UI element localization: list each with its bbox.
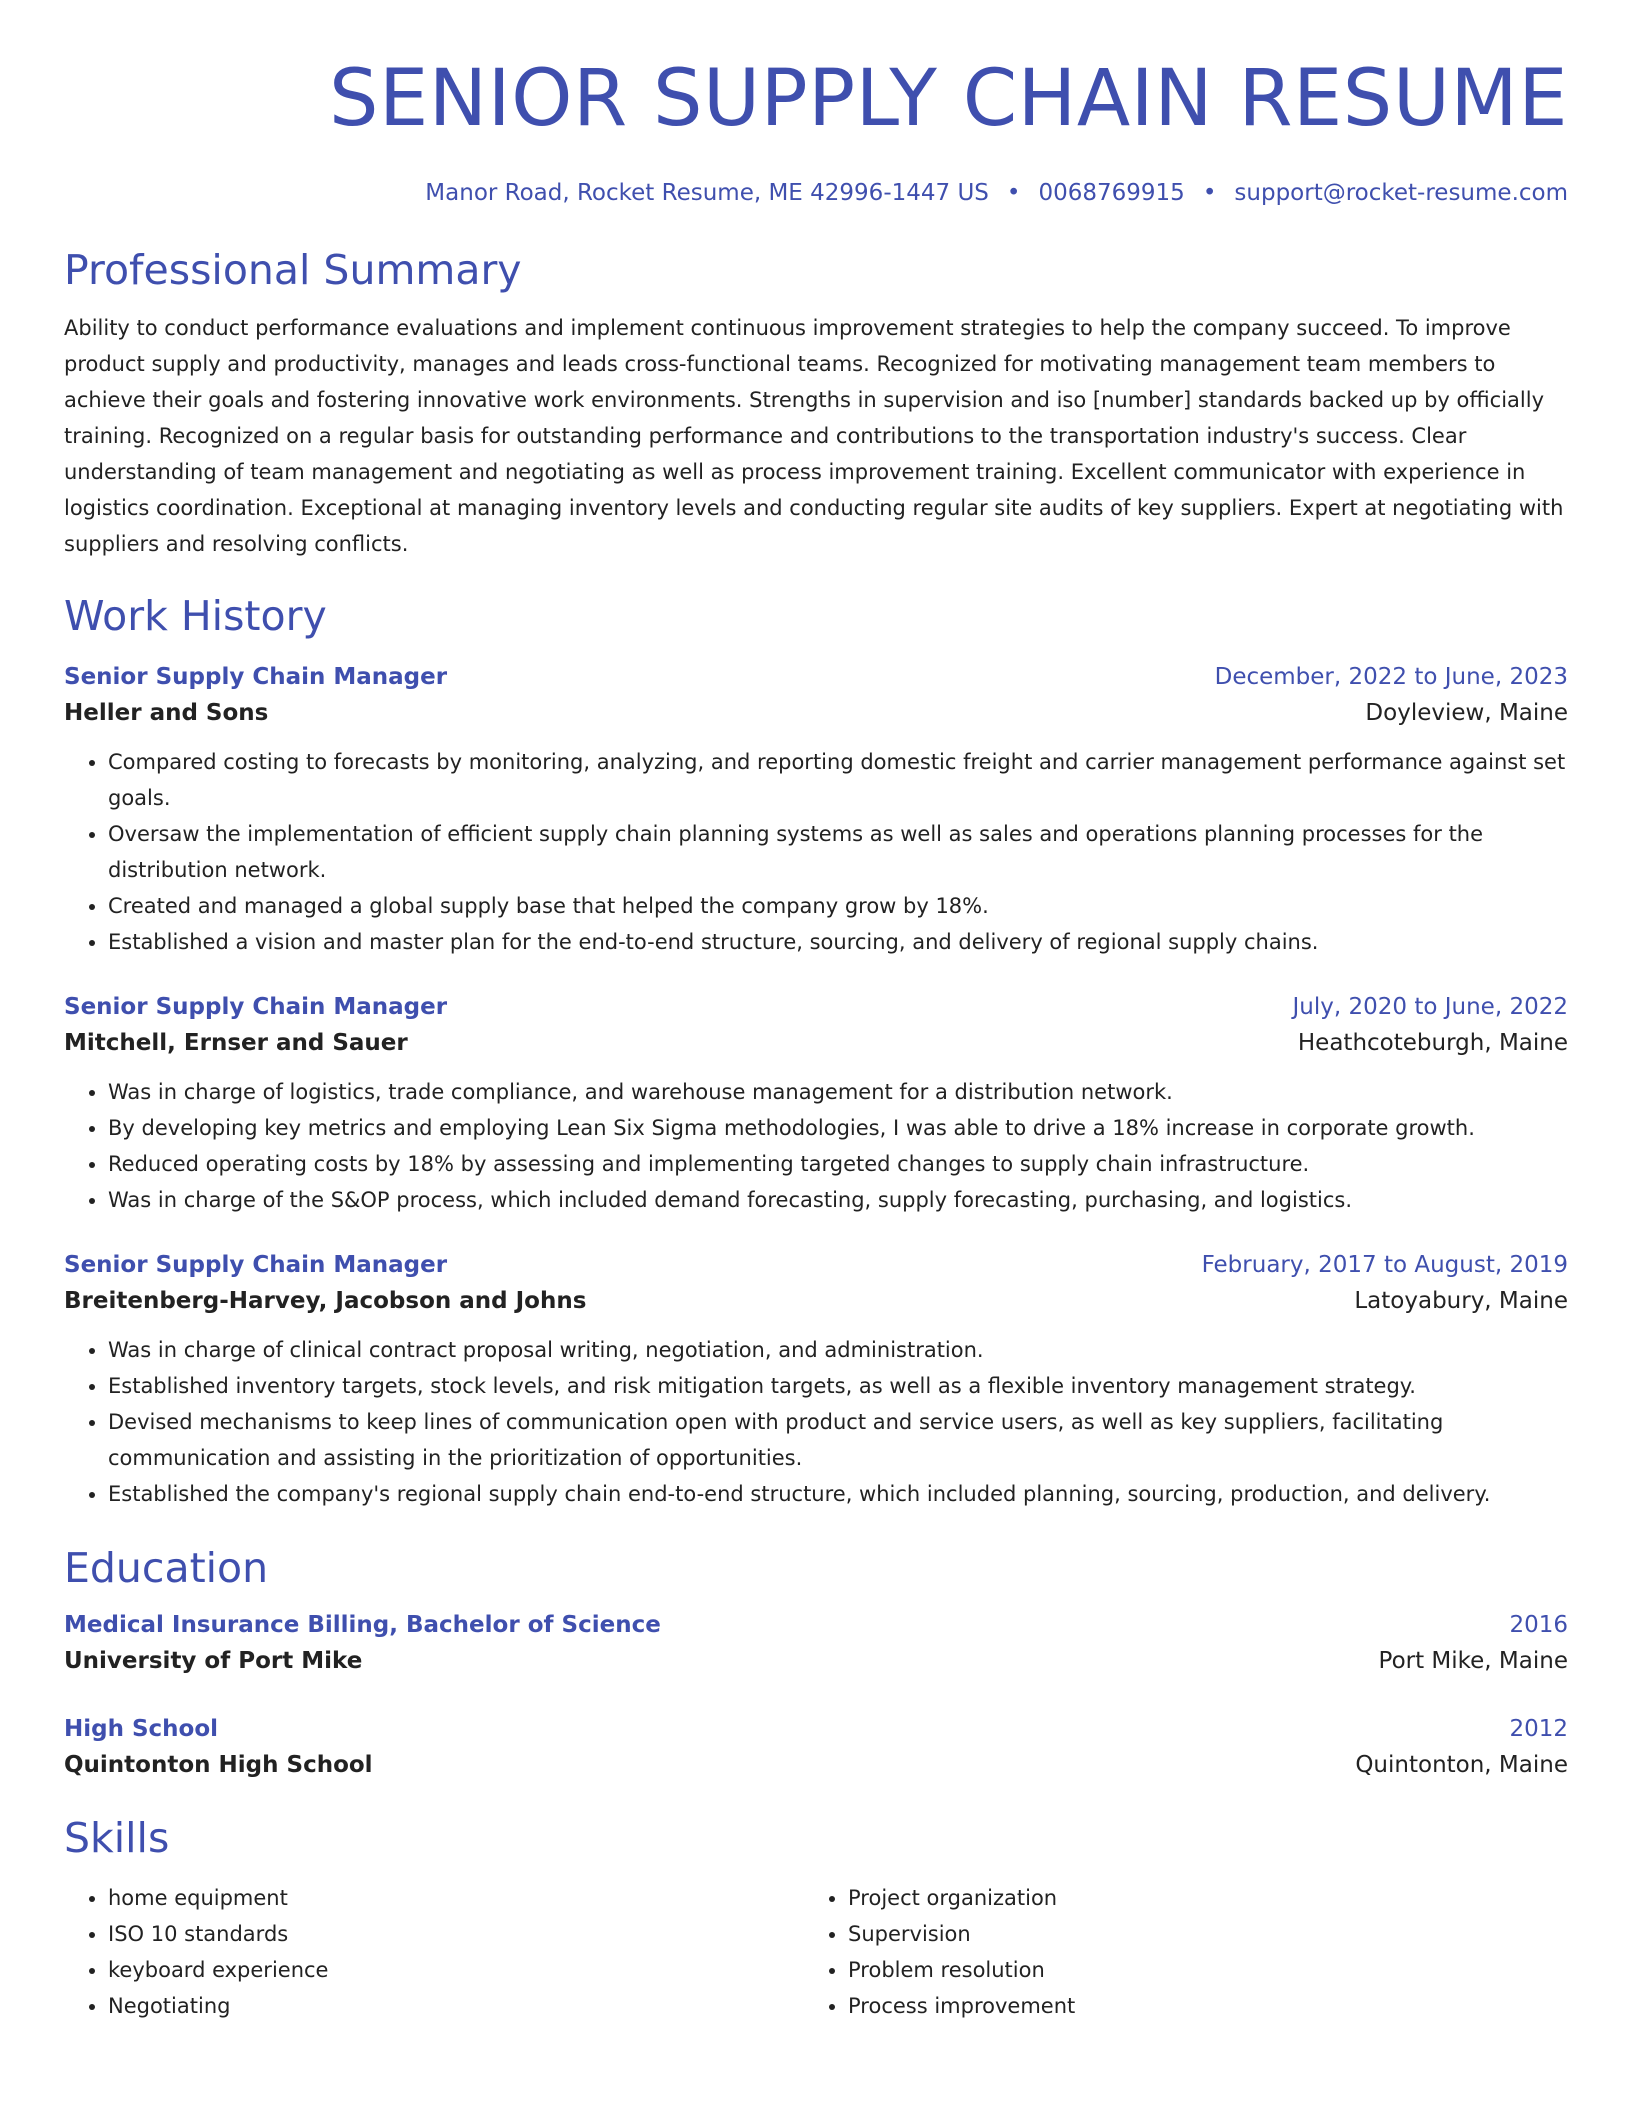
job-dates: July, 2020 to June, 2022	[1292, 994, 1568, 1020]
job-bullets	[64, 744, 1568, 960]
job-bullet: • Created and managed a global supply base that helped the company grow by 18%.	[108, 888, 1568, 924]
education-entry	[64, 1712, 1568, 1784]
job-bullet: • Was in charge of the S&OP process, which included demand forecasting, supply forecasting, purchasing, and logistics.	[108, 1182, 1568, 1218]
skill-item: • ISO 10 standards	[108, 1916, 804, 1952]
job-entry	[64, 660, 1568, 960]
job-bullet: • By developing key metrics and employing Lean Six Sigma methodologies, I was able to drive a 18% increase in corporate growth.	[108, 1110, 1568, 1146]
job-entry	[64, 1248, 1568, 1512]
skill-item: • Supervision	[848, 1916, 1544, 1952]
job-company: Breitenberg-Harvey, Jacobson and Johns	[64, 1288, 587, 1314]
contact-email[interactable]: support@rocket-resume.com	[1234, 180, 1568, 206]
contact-address: Manor Road, Rocket Resume, ME 42996-1447 US	[425, 180, 989, 206]
job-company-row	[64, 1024, 1568, 1062]
job-location: Heathcoteburgh, Maine	[1297, 1030, 1568, 1056]
education-degree: Medical Insurance Billing, Bachelor of Science	[64, 1612, 661, 1638]
education-year: 2016	[1509, 1612, 1568, 1638]
job-header-row	[64, 1248, 1568, 1282]
education-header-row	[64, 1712, 1568, 1746]
skill-item: • Negotiating	[108, 1988, 804, 2024]
job-bullet: • Oversaw the implementation of efficient supply chain planning systems as well as sales and operations planning processes for the distribution network.	[108, 816, 1568, 888]
job-bullet: • Established a vision and master plan for the end-to-end structure, sourcing, and delivery of regional supply chains.	[108, 924, 1568, 960]
education-header-row	[64, 1608, 1568, 1642]
education-entry	[64, 1608, 1568, 1680]
skills-heading: Skills	[64, 1814, 170, 1862]
resume-header	[64, 50, 1568, 208]
job-dates: February, 2017 to August, 2019	[1201, 1252, 1568, 1278]
contact-phone: 0068769915	[1038, 180, 1185, 206]
skill-item: • home equipment	[108, 1880, 804, 1916]
education-heading: Education	[64, 1544, 269, 1592]
job-bullets	[64, 1332, 1568, 1512]
job-header-row	[64, 660, 1568, 694]
job-bullet: • Devised mechanisms to keep lines of communication open with product and service users, as well as key suppliers, facilitating communication and assisting in the prioritization of opportunities.	[108, 1404, 1568, 1476]
job-location: Latoyabury, Maine	[1354, 1288, 1568, 1314]
job-role: Senior Supply Chain Manager	[64, 664, 448, 690]
education-school-row	[64, 1642, 1568, 1680]
skill-item: • Project organization	[848, 1880, 1544, 1916]
skills-list	[64, 1880, 1568, 2024]
work-history-heading: Work History	[64, 592, 327, 640]
education-school: Quintonton High School	[64, 1752, 373, 1778]
job-bullet: • Was in charge of clinical contract proposal writing, negotiation, and administration.	[108, 1332, 1568, 1368]
job-company: Mitchell, Ernser and Sauer	[64, 1030, 408, 1056]
education-location: Port Mike, Maine	[1378, 1648, 1568, 1674]
job-header-row	[64, 990, 1568, 1024]
job-entry	[64, 990, 1568, 1218]
job-bullet: • Reduced operating costs by 18% by assessing and implementing targeted changes to supply chain infrastructure.	[108, 1146, 1568, 1182]
job-bullet: • Established the company's regional supply chain end-to-end structure, which included planning, sourcing, production, and delivery.	[108, 1476, 1568, 1512]
job-company-row	[64, 1282, 1568, 1320]
contact-separator: •	[1202, 180, 1217, 206]
education-school: University of Port Mike	[64, 1648, 363, 1674]
skill-item: • Process improvement	[848, 1988, 1544, 2024]
summary-heading: Professional Summary	[64, 246, 522, 294]
skill-item: • Problem resolution	[848, 1952, 1544, 1988]
job-company-row	[64, 694, 1568, 732]
skill-item: • keyboard experience	[108, 1952, 804, 1988]
job-bullet: • Compared costing to forecasts by monitoring, analyzing, and reporting domestic freight and carrier management performance against set goals.	[108, 744, 1568, 816]
job-dates: December, 2022 to June, 2023	[1214, 664, 1568, 690]
skills-column-right	[804, 1880, 1544, 2024]
job-bullets	[64, 1074, 1568, 1218]
job-company: Heller and Sons	[64, 700, 269, 726]
job-bullet: • Established inventory targets, stock levels, and risk mitigation targets, as well as a flexible inventory management strategy.	[108, 1368, 1568, 1404]
education-location: Quintonton, Maine	[1355, 1752, 1568, 1778]
skills-column-left	[64, 1880, 804, 2024]
education-year: 2012	[1509, 1716, 1568, 1742]
education-degree: High School	[64, 1716, 219, 1742]
contact-line	[64, 178, 1568, 208]
contact-separator: •	[1006, 180, 1021, 206]
summary-text: Ability to conduct performance evaluations and implement continuous improvement strategies to help the company succeed. To improve product supply and productivity, manages and leads cross-functional teams. Recognized for motivating management team members to achieve their goals and fostering innovative work environments. Strengths in supervision and iso [number] standards backed up by officially training. Recognized on a regular basis for outstanding performance and contributions to the transportation industry's success. Clear understanding of team management and negotiating as well as process improvement training. Excellent communicator with experience in logistics coordination. Exceptional at managing inventory levels and conducting regular site audits of key suppliers. Expert at negotiating with suppliers and resolving conflicts.	[64, 316, 1564, 556]
job-role: Senior Supply Chain Manager	[64, 1252, 448, 1278]
education-school-row	[64, 1746, 1568, 1784]
job-location: Doyleview, Maine	[1365, 700, 1568, 726]
job-role: Senior Supply Chain Manager	[64, 994, 448, 1020]
resume-title: SENIOR SUPPLY CHAIN RESUME	[328, 54, 1568, 144]
job-bullet: • Was in charge of logistics, trade compliance, and warehouse management for a distribution network.	[108, 1074, 1568, 1110]
